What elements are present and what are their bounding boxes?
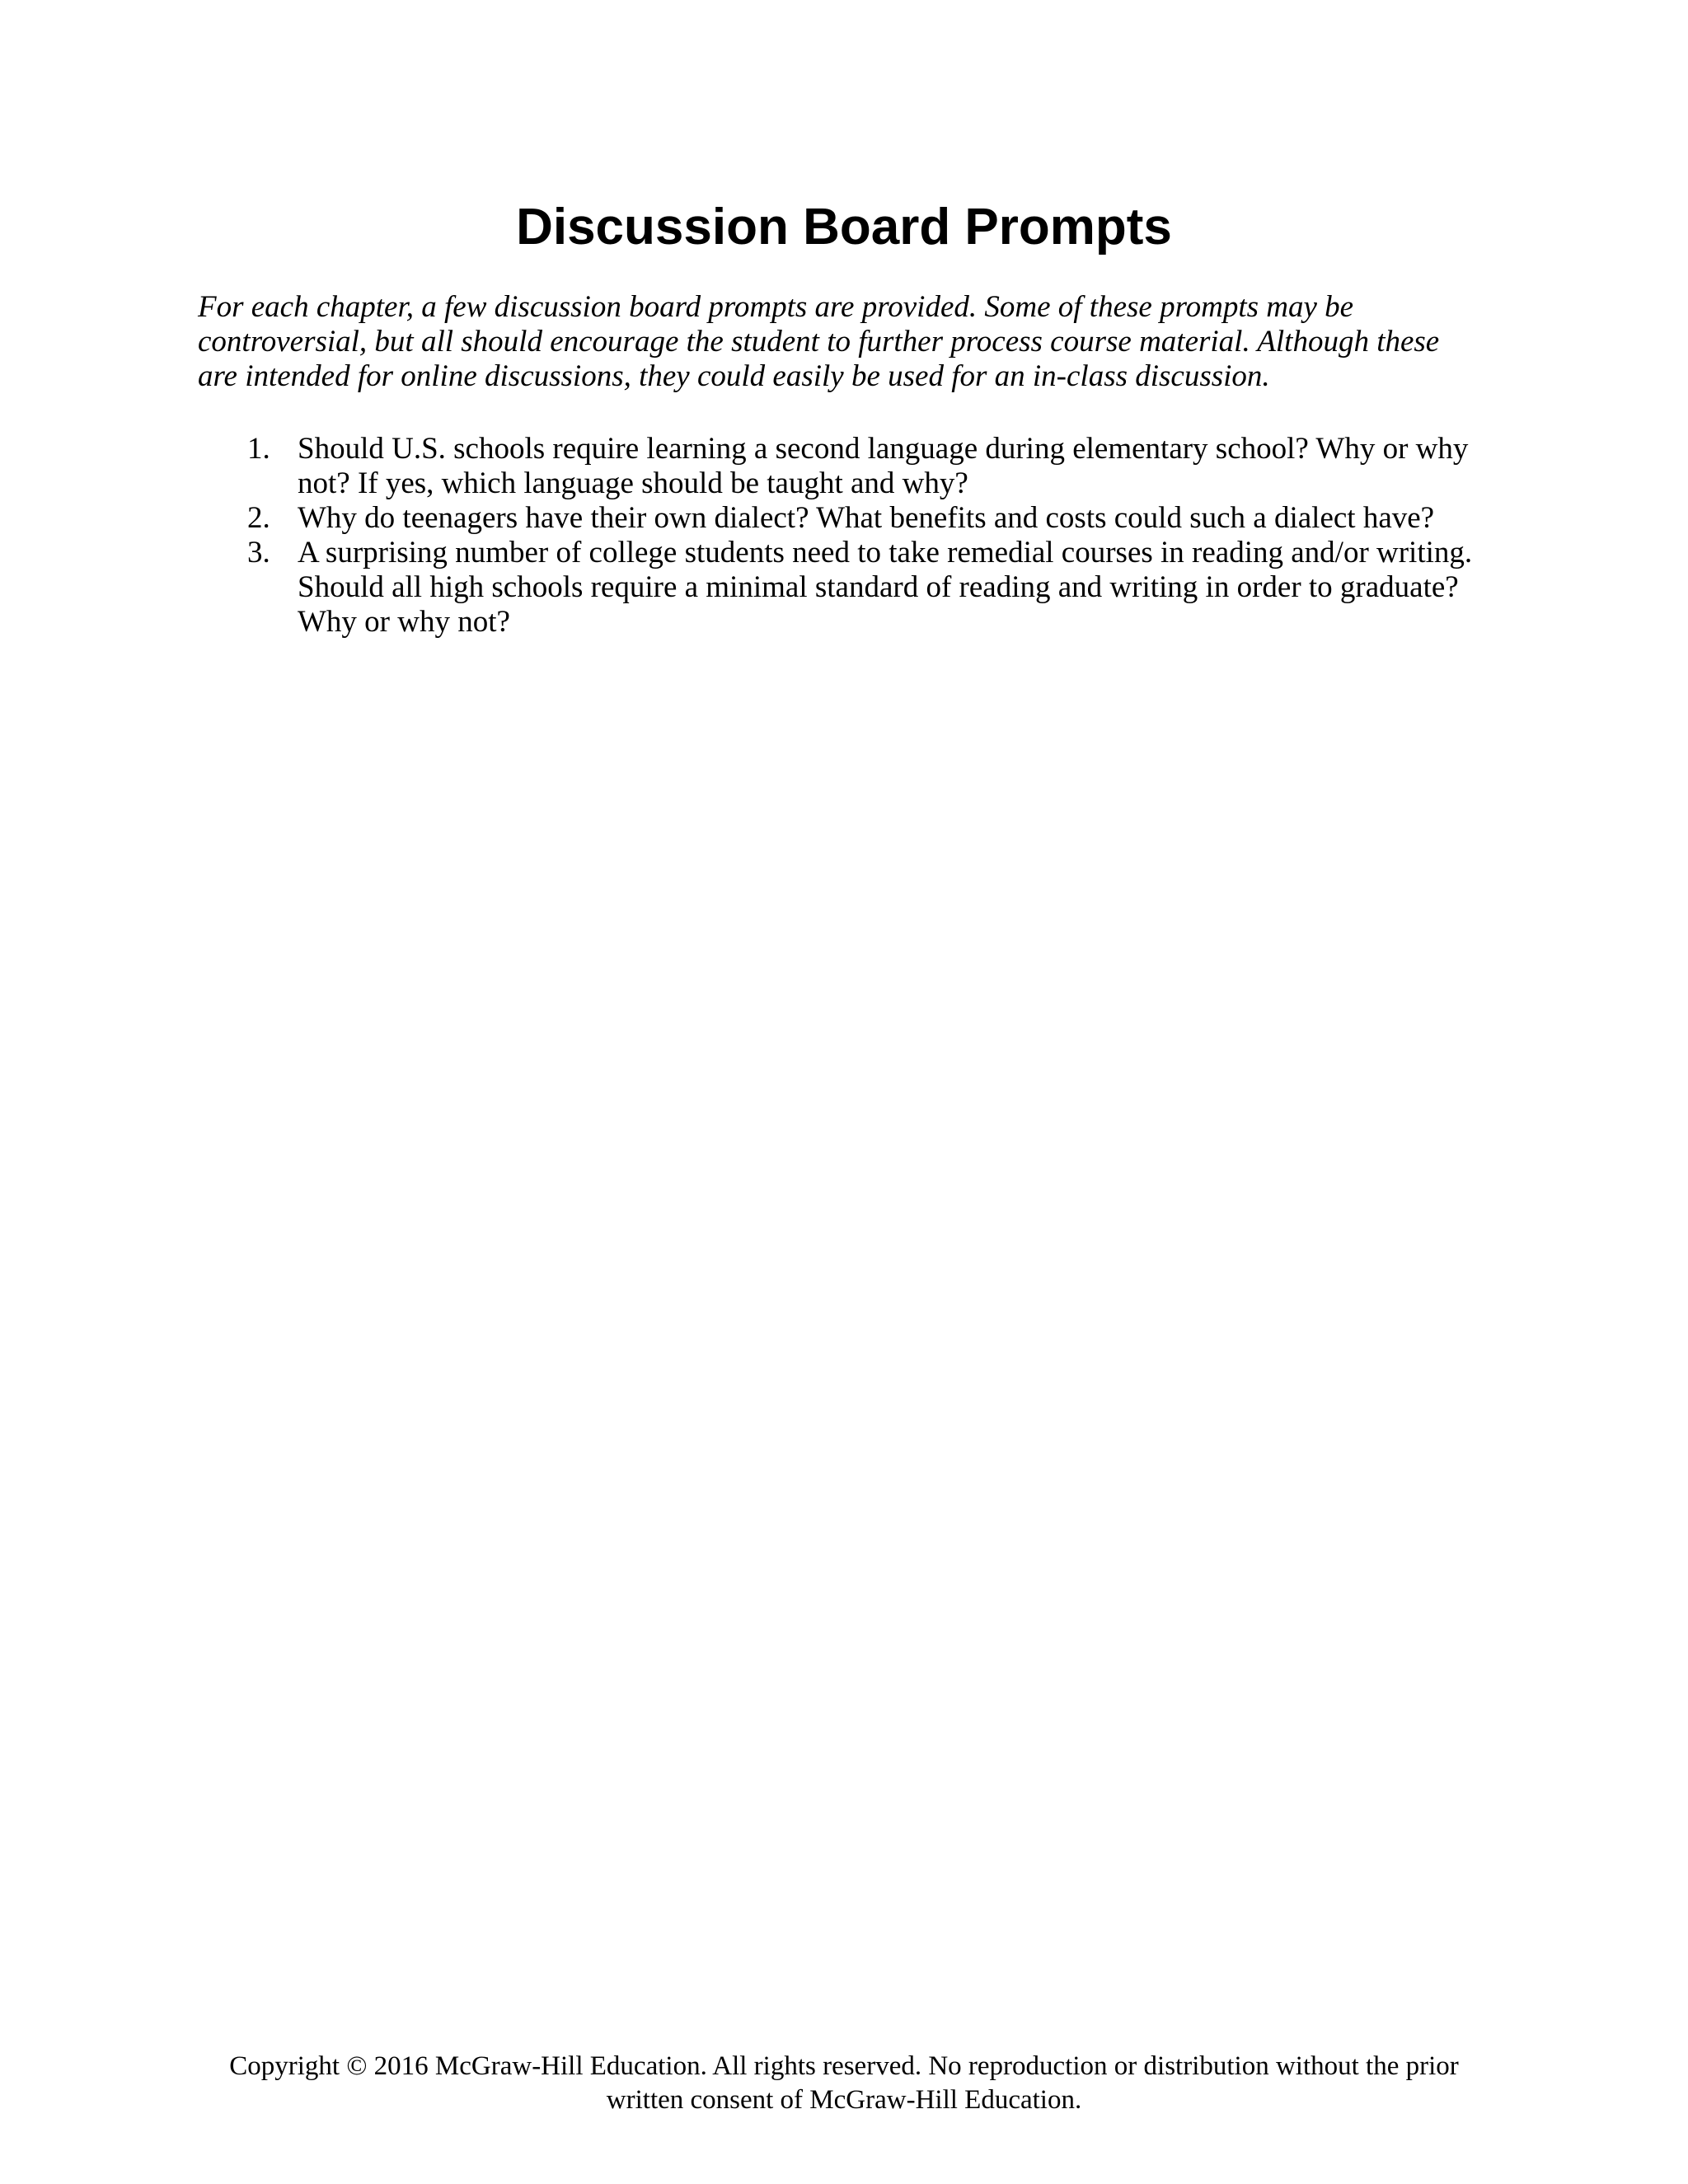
intro-line: controversial, but all should encourage the student to further process course material. Although these <box>198 325 1440 359</box>
prompt-line: not? If yes, which language should be taught and why? <box>298 466 968 500</box>
prompt-line: Why or why not? <box>298 605 510 639</box>
page-title: Discussion Board Prompts <box>516 199 1172 255</box>
prompt-item <box>198 536 1517 640</box>
prompt-number: 3. <box>247 536 270 569</box>
prompt-line: Why do teenagers have their own dialect? What benefits and costs could such a dialect have? <box>298 501 1435 535</box>
intro-line: are intended for online discussions, they could easily be used for an in-class discussion. <box>198 359 1270 393</box>
prompt-item <box>198 501 1517 536</box>
prompt-number: 2. <box>247 501 270 535</box>
prompt-item <box>198 432 1517 501</box>
prompt-line: Should all high schools require a minimal standard of reading and writing in order to graduate? <box>298 570 1459 604</box>
prompt-line: Should U.S. schools require learning a second language during elementary school? Why or why <box>298 432 1469 466</box>
prompt-line: A surprising number of college students need to take remedial courses in reading and/or writing. <box>298 536 1473 569</box>
copyright-footer <box>0 2050 1688 2117</box>
prompt-list <box>198 432 1517 640</box>
prompt-number: 1. <box>247 432 270 466</box>
intro-paragraph <box>198 290 1500 394</box>
intro-line: For each chapter, a few discussion board prompts are provided. Some of these prompts may be <box>198 290 1354 324</box>
footer-line: written consent of McGraw-Hill Education. <box>606 2085 1082 2115</box>
footer-line: Copyright © 2016 McGraw-Hill Education. All rights reserved. No reproduction or distribution without the prior <box>229 2051 1459 2081</box>
